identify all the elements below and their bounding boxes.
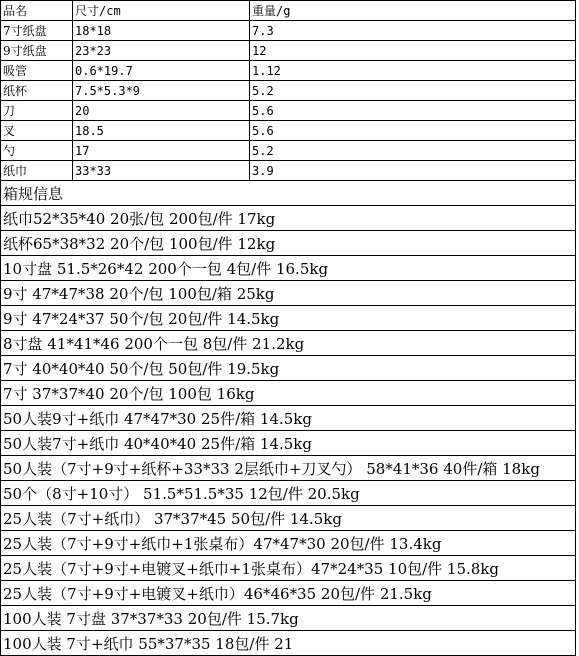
box-spec-cell[interactable]: 纸巾52*35*40 20张/包 200包/件 17kg (1, 206, 576, 231)
box-spec-cell[interactable]: 7寸 40*40*40 50个/包 50包/件 19.5kg (1, 356, 576, 381)
table-row (1, 61, 576, 81)
table-row (1, 406, 576, 431)
box-spec-cell[interactable]: 50人装（7寸+9寸+纸杯+33*33 2层纸巾+刀叉勺） 58*41*36 40件/箱 18kg (1, 456, 576, 481)
item-size-cell[interactable]: 20 (73, 101, 250, 121)
table-row (1, 306, 576, 331)
table-row (1, 161, 576, 181)
table-row (1, 331, 576, 356)
table-row (1, 206, 576, 231)
header-weight-cell[interactable]: 重量/g (250, 1, 576, 21)
item-weight-cell[interactable]: 12 (250, 41, 576, 61)
item-weight-cell[interactable]: 5.2 (250, 141, 576, 161)
table-row (1, 581, 576, 606)
item-name-cell[interactable]: 纸巾 (1, 161, 73, 181)
box-spec-cell[interactable]: 纸杯65*38*32 20个/包 100包/件 12kg (1, 231, 576, 256)
box-spec-cell[interactable]: 100人装 7寸盘 37*37*33 20包/件 15.7kg (1, 606, 576, 631)
table-row (1, 231, 576, 256)
box-spec-cell[interactable]: 8寸盘 41*41*46 200个一包 8包/件 21.2kg (1, 331, 576, 356)
table-row (1, 21, 576, 41)
box-spec-section (1, 181, 576, 656)
box-spec-cell[interactable]: 9寸 47*47*38 20个/包 100包/箱 25kg (1, 281, 576, 306)
item-size-cell[interactable]: 23*23 (73, 41, 250, 61)
item-weight-cell[interactable]: 7.3 (250, 21, 576, 41)
item-size-cell[interactable]: 18*18 (73, 21, 250, 41)
item-size-cell[interactable]: 18.5 (73, 121, 250, 141)
box-section-title[interactable]: 箱规信息 (1, 181, 576, 206)
item-weight-cell[interactable]: 3.9 (250, 161, 576, 181)
table-row (1, 381, 576, 406)
header-size-cell[interactable]: 尺寸/cm (73, 1, 250, 21)
box-section-title-row (1, 181, 576, 206)
box-spec-cell[interactable]: 10寸盘 51.5*26*42 200个一包 4包/件 16.5kg (1, 256, 576, 281)
table-row (1, 356, 576, 381)
item-name-cell[interactable]: 刀 (1, 101, 73, 121)
table-row (1, 281, 576, 306)
item-weight-cell[interactable]: 1.12 (250, 61, 576, 81)
table-row (1, 531, 576, 556)
item-name-cell[interactable]: 叉 (1, 121, 73, 141)
table-row (1, 456, 576, 481)
item-weight-cell[interactable]: 5.6 (250, 101, 576, 121)
item-name-cell[interactable]: 吸管 (1, 61, 73, 81)
item-size-cell[interactable]: 0.6*19.7 (73, 61, 250, 81)
item-size-cell[interactable]: 17 (73, 141, 250, 161)
item-name-cell[interactable]: 7寸纸盘 (1, 21, 73, 41)
box-spec-cell[interactable]: 50人装9寸+纸巾 47*47*30 25件/箱 14.5kg (1, 406, 576, 431)
table-row (1, 41, 576, 61)
table-row (1, 431, 576, 456)
table-row (1, 141, 576, 161)
box-spec-cell[interactable]: 25人装（7寸+纸巾） 37*37*45 50包/件 14.5kg (1, 506, 576, 531)
box-spec-cell[interactable]: 25人装（7寸+9寸+电镀叉+纸巾）46*46*35 20包/件 21.5kg (1, 581, 576, 606)
table-row (1, 506, 576, 531)
item-spec-section (1, 1, 576, 181)
item-name-cell[interactable]: 勺 (1, 141, 73, 161)
box-spec-cell[interactable]: 50人装7寸+纸巾 40*40*40 25件/箱 14.5kg (1, 431, 576, 456)
header-name-cell[interactable]: 品名 (1, 1, 73, 21)
table-row (1, 121, 576, 141)
table-row (1, 256, 576, 281)
item-weight-cell[interactable]: 5.6 (250, 121, 576, 141)
table-row (1, 101, 576, 121)
table-row (1, 481, 576, 506)
header-row (1, 1, 576, 21)
box-spec-cell[interactable]: 25人装（7寸+9寸+纸巾+1张桌布）47*47*30 20包/件 13.4kg (1, 531, 576, 556)
table-row (1, 606, 576, 631)
box-spec-cell[interactable]: 100人装 7寸+纸巾 55*37*35 18包/件 21 (1, 631, 576, 656)
box-spec-cell[interactable]: 50个（8寸+10寸） 51.5*51.5*35 12包/件 20.5kg (1, 481, 576, 506)
table-row (1, 556, 576, 581)
item-name-cell[interactable]: 9寸纸盘 (1, 41, 73, 61)
box-spec-cell[interactable]: 25人装（7寸+9寸+电镀叉+纸巾+1张桌布）47*24*35 10包/件 15.8kg (1, 556, 576, 581)
item-name-cell[interactable]: 纸杯 (1, 81, 73, 101)
table-row (1, 81, 576, 101)
box-spec-cell[interactable]: 7寸 37*37*40 20个/包 100包 16kg (1, 381, 576, 406)
item-size-cell[interactable]: 33*33 (73, 161, 250, 181)
item-weight-cell[interactable]: 5.2 (250, 81, 576, 101)
box-spec-cell[interactable]: 9寸 47*24*37 50个/包 20包/件 14.5kg (1, 306, 576, 331)
item-size-cell[interactable]: 7.5*5.3*9 (73, 81, 250, 101)
table-row (1, 631, 576, 656)
